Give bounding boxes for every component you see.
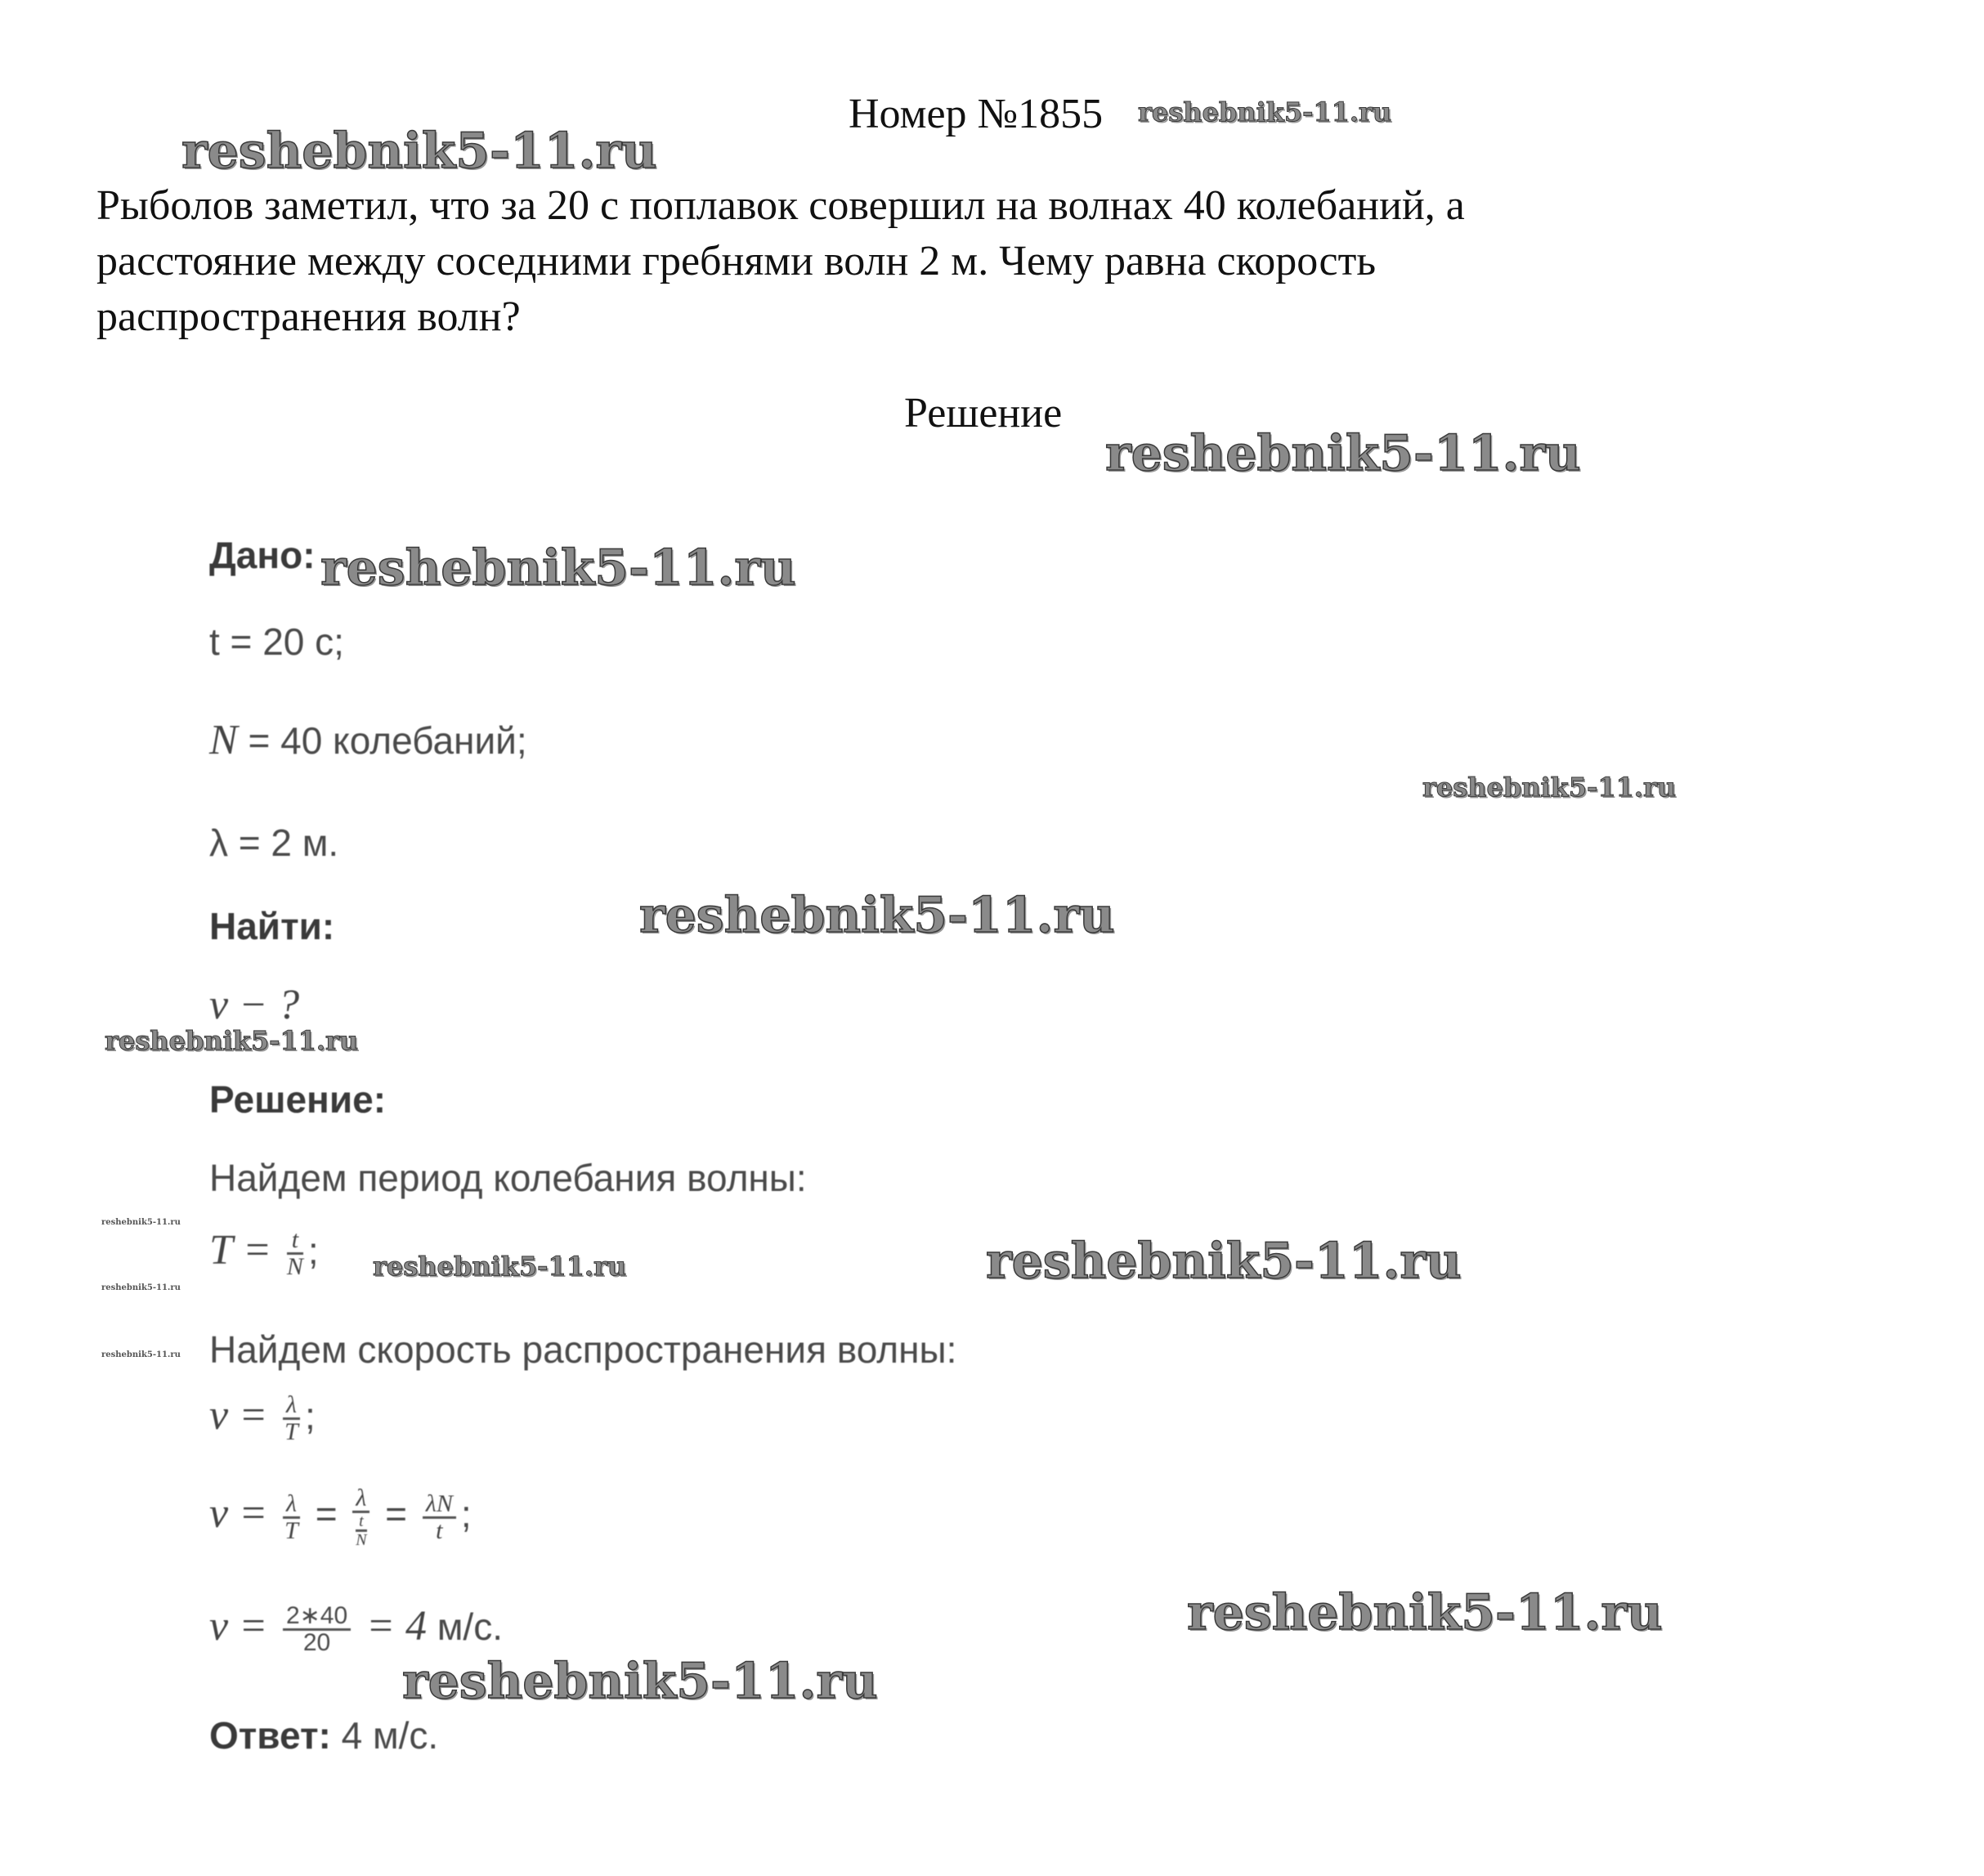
watermark: reshebnik5-11.ru (105, 1025, 359, 1056)
watermark: reshebnik5-11.ru (402, 1653, 878, 1710)
watermark: reshebnik5-11.ru (986, 1233, 1462, 1290)
watermark: reshebnik5-11.ru (639, 887, 1115, 944)
formula-speed: v = $\frac{\lambda}{T}$ ; (209, 1391, 316, 1446)
find-label: Найти: (209, 905, 335, 947)
formula-period: T = $\frac{t}{N}$ ; (209, 1226, 319, 1281)
problem-number-title: Номер №1855 (849, 91, 1104, 137)
solution-label: Решение: (209, 1078, 387, 1121)
watermark: reshebnik5-11.ru (1187, 1584, 1663, 1641)
step-speed-text: Найдем скорость распространения волны: (209, 1328, 957, 1371)
problem-line: расстояние между соседними гребнями волн 2 м. Чему равна скорость (96, 238, 1377, 284)
given-label: Дано: (209, 534, 316, 576)
given-wavelength: λ = 2 м. (209, 822, 339, 864)
solution-heading: Решение (904, 390, 1063, 437)
given-time: t = 20 с; (209, 620, 344, 663)
watermark: reshebnik5-11.ru (1105, 425, 1581, 482)
problem-line: распространения волн? (96, 293, 521, 340)
watermark: reshebnik5-11.ru (1422, 772, 1677, 803)
formula-speed-derivation: v = $\frac{\lambda}{T}$ = $\frac{\lambda}{\frac{t}{N}}$ = $\frac{\lambda N}{t}$ ; (209, 1484, 472, 1549)
given-oscillations: N = 40 колебаний; (209, 717, 527, 763)
answer: Ответ: 4 м/с. (209, 1714, 439, 1757)
problem-statement (96, 178, 1465, 345)
watermark: reshebnik5-11.ru (320, 540, 796, 597)
watermark: reshebnik5-11.ru (1138, 96, 1392, 128)
find-value: v − ? (209, 982, 300, 1028)
watermark: reshebnik5-11.ru (181, 123, 657, 180)
watermark: reshebnik5-11.ru (101, 1350, 181, 1359)
watermark: reshebnik5-11.ru (373, 1251, 627, 1282)
watermark: reshebnik5-11.ru (101, 1218, 181, 1227)
problem-line: Рыболов заметил, что за 20 с поплавок совершил на волнах 40 колебаний, а (96, 182, 1465, 229)
formula-speed-result: v = $\frac{2∗40}{20}$ = 4 м/с. (209, 1602, 503, 1657)
watermark: reshebnik5-11.ru (101, 1283, 181, 1292)
step-period-text: Найдем период колебания волны: (209, 1157, 807, 1199)
